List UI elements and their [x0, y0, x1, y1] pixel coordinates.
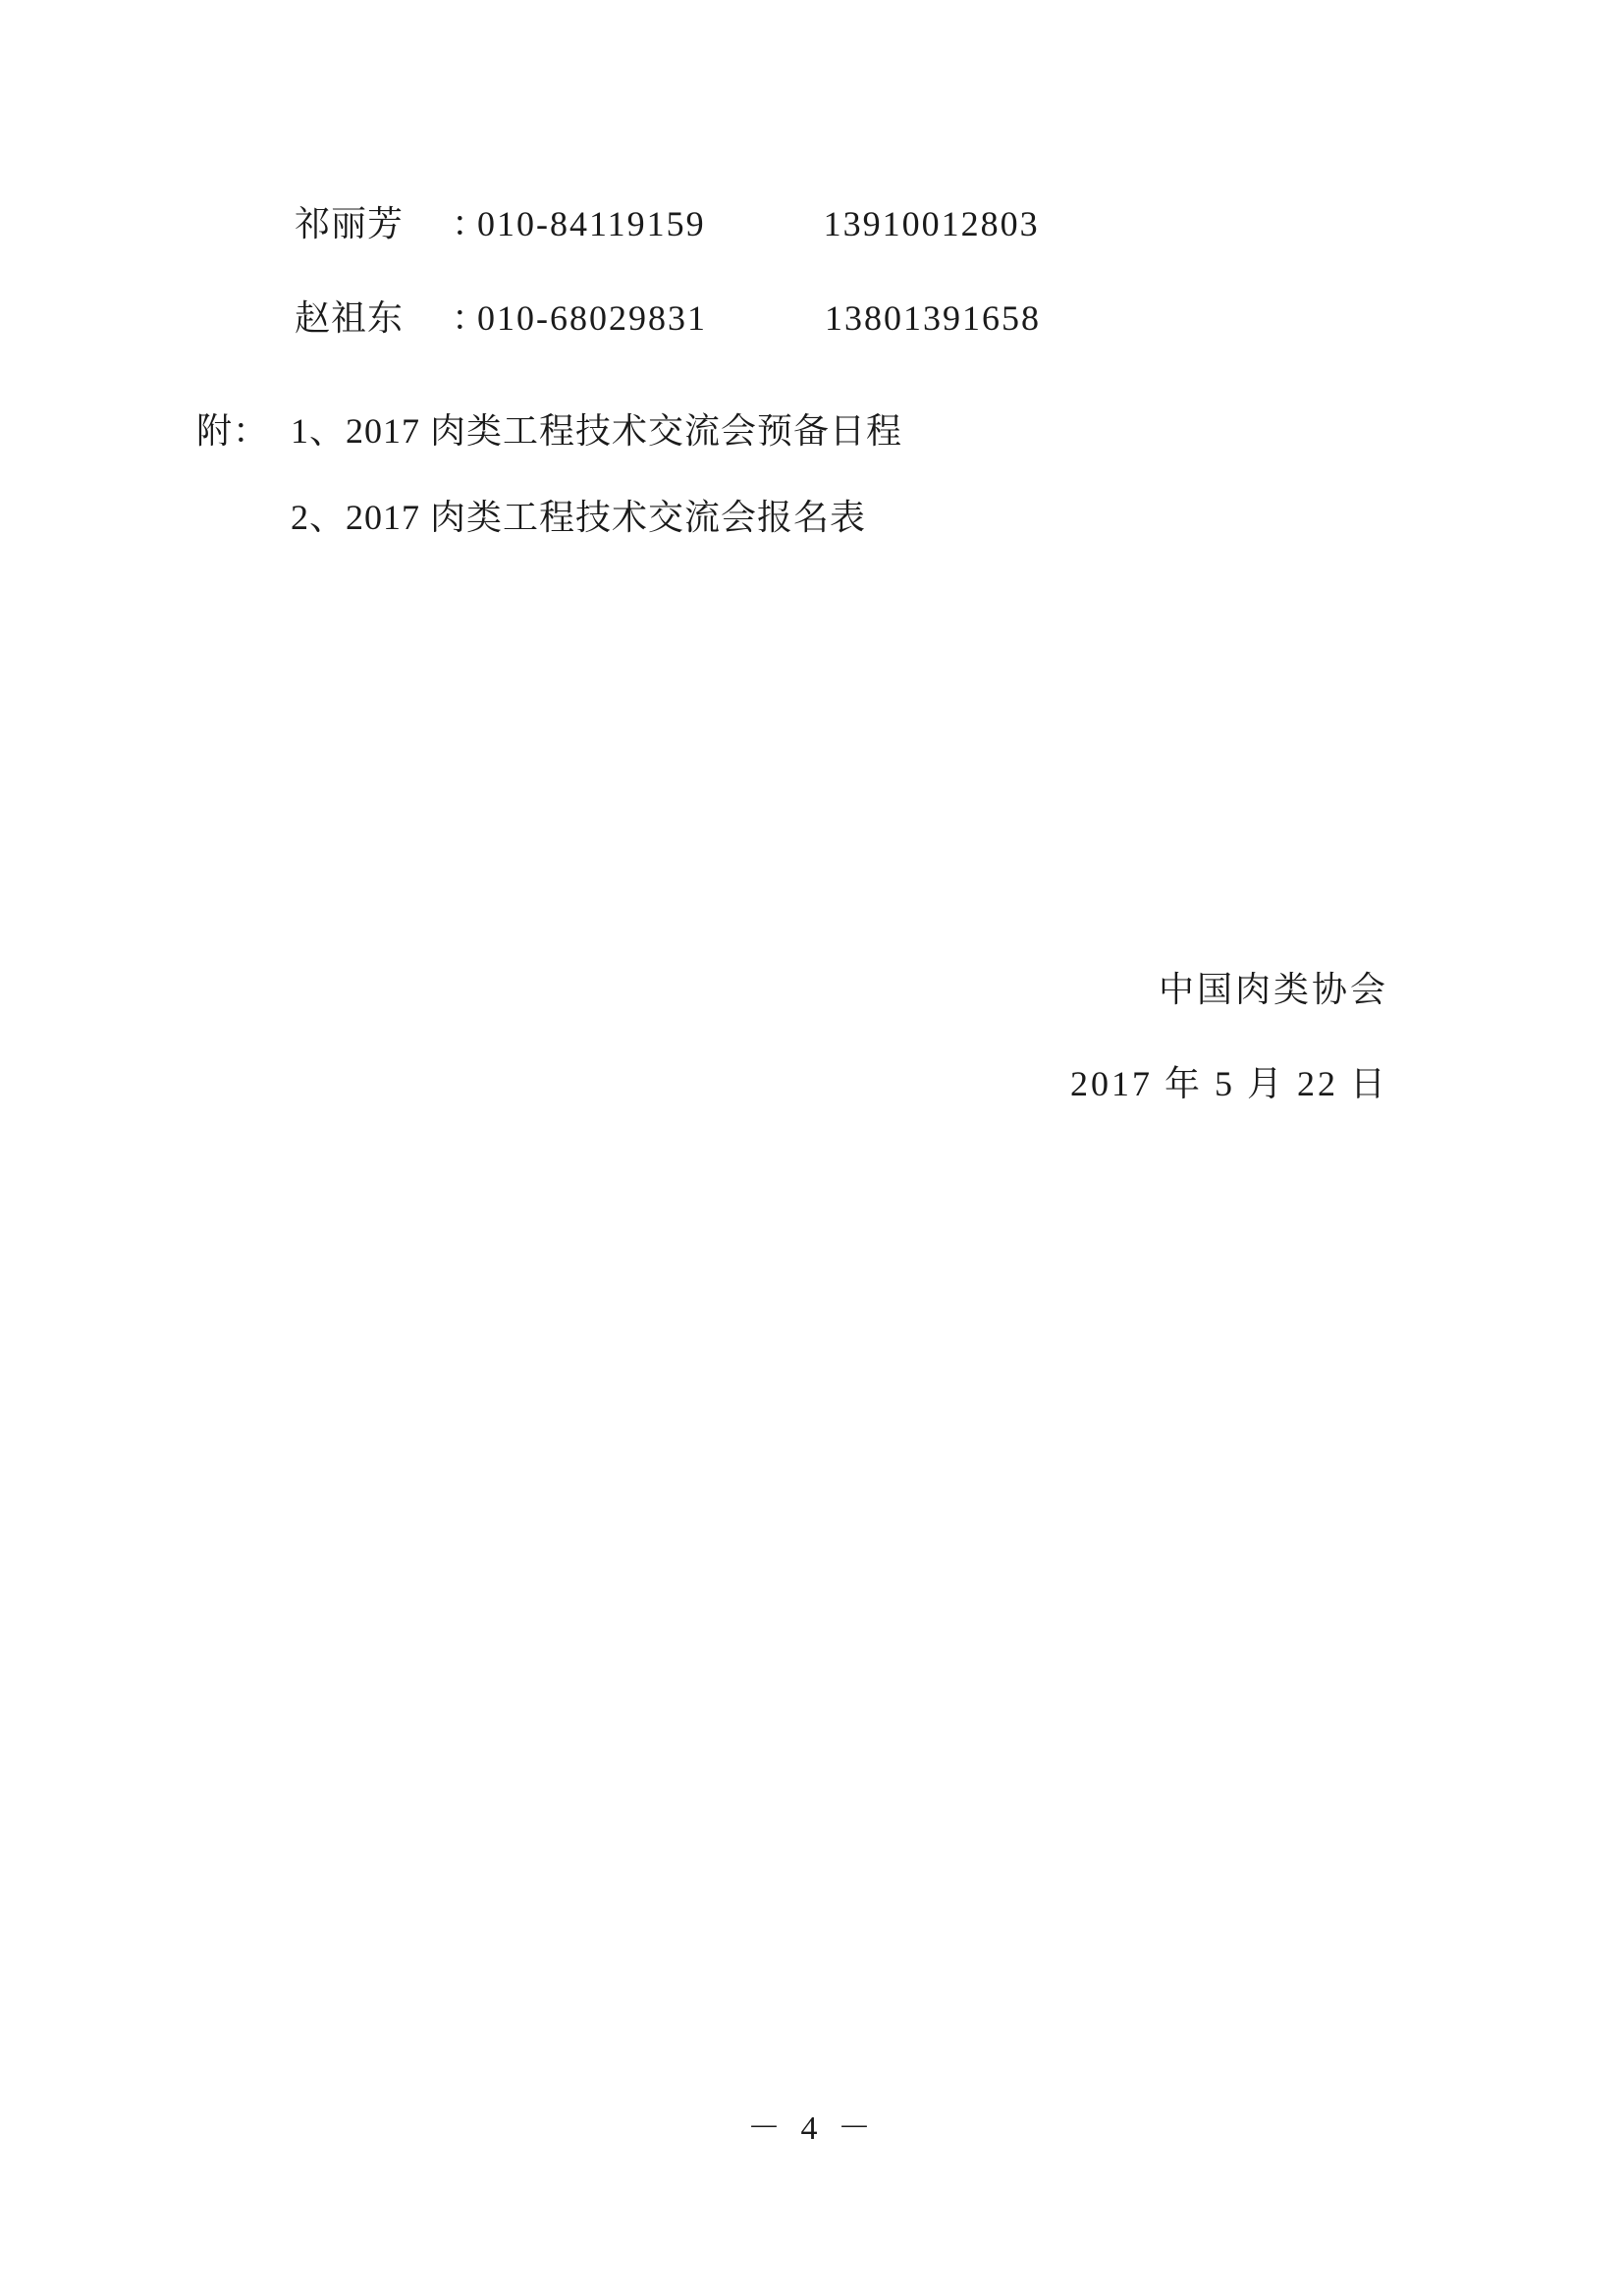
- signature-organization: 中国肉类协会: [1158, 970, 1388, 1009]
- contact-mobile-phone: 13801391658: [825, 298, 1041, 338]
- contact-mobile-phone: 13910012803: [823, 204, 1040, 243]
- contact-row: [295, 271, 1375, 365]
- contact-office-phone: 010-84119159: [477, 204, 706, 243]
- attachment-label: 附：: [196, 411, 270, 451]
- contact-list: [295, 177, 1375, 365]
- contact-name: 祁丽芳: [295, 204, 405, 243]
- contact-colon: ：: [452, 298, 489, 338]
- contact-name: 赵祖东: [295, 298, 405, 338]
- contact-colon: ：: [452, 204, 489, 243]
- signature-date: 2017 年 5 月 22 日: [1069, 1064, 1388, 1103]
- signature-block: [1070, 942, 1388, 1131]
- contact-row: [295, 177, 1375, 271]
- attachment-row: [196, 474, 1375, 561]
- attachment-list: [196, 388, 1375, 561]
- attachment-item: 2、2017 肉类工程技术交流会报名表: [291, 498, 867, 537]
- contact-office-phone: 010-68029831: [477, 298, 707, 338]
- attachment-item: 1、2017 肉类工程技术交流会预备日程: [291, 411, 903, 451]
- attachment-row: [196, 388, 1375, 474]
- page-number: － 4 －: [747, 2110, 877, 2147]
